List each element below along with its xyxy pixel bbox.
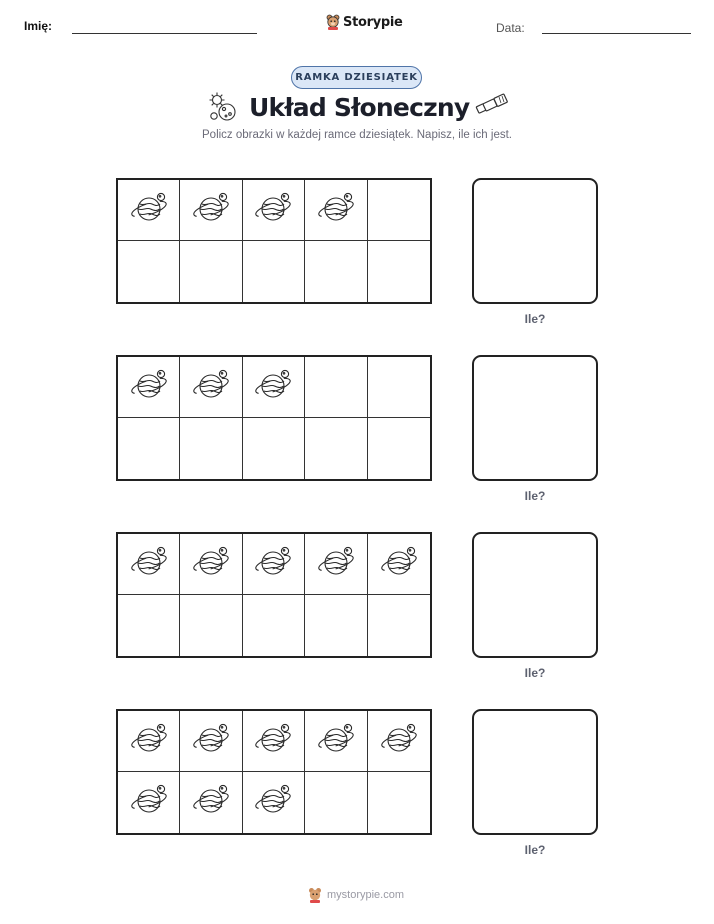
planet-icon	[191, 721, 231, 762]
ten-frame-cell	[180, 772, 242, 833]
ten-frame-cell	[180, 534, 242, 595]
ten-frame-cell	[118, 711, 180, 772]
ten-frame-cell	[368, 357, 430, 418]
planet-icon	[129, 190, 169, 231]
ten-frame-cell	[243, 534, 305, 595]
ten-frame-cell	[305, 418, 367, 479]
planet-icon	[379, 721, 419, 762]
ten-frame-cell	[118, 534, 180, 595]
ten-frame-cell	[368, 534, 430, 595]
answer-label-1: Ile?	[524, 312, 546, 326]
ten-frame-cell	[243, 711, 305, 772]
ten-frame-cell	[305, 180, 367, 241]
ten-frame-cell	[180, 180, 242, 241]
answer-box-3[interactable]	[472, 532, 598, 658]
planet-icon	[253, 190, 293, 231]
planet-icon	[191, 782, 231, 823]
brand-logo	[326, 12, 403, 32]
ten-frame-cell	[368, 418, 430, 479]
ten-frame-cell	[368, 595, 430, 656]
ten-frame-3	[116, 532, 432, 658]
answer-label-3: Ile?	[524, 666, 546, 680]
ten-frame-cell	[118, 180, 180, 241]
name-field[interactable]	[72, 33, 257, 34]
ten-frame-cell	[368, 180, 430, 241]
ten-frame-cell	[305, 241, 367, 302]
sun-planet-doodle-icon	[205, 91, 241, 123]
planet-icon	[253, 782, 293, 823]
ten-frame-cell	[305, 357, 367, 418]
ten-frame-cell	[305, 534, 367, 595]
answer-box-4[interactable]	[472, 709, 598, 835]
planet-icon	[379, 544, 419, 585]
ten-frame-cell	[368, 772, 430, 833]
planet-icon	[191, 367, 231, 408]
planet-icon	[129, 721, 169, 762]
ten-frame-cell	[180, 357, 242, 418]
footer-url: mystorypie.com	[327, 889, 405, 901]
planet-icon	[129, 367, 169, 408]
ten-frame-4	[116, 709, 432, 835]
ten-frame-cell	[243, 772, 305, 833]
ten-frame-cell	[118, 357, 180, 418]
ten-frame-cell	[305, 595, 367, 656]
answer-box-1[interactable]	[472, 178, 598, 304]
planet-icon	[129, 544, 169, 585]
ten-frame-cell	[180, 418, 242, 479]
ten-frame-cell	[243, 180, 305, 241]
planet-icon	[191, 544, 231, 585]
brand-name: Storypie	[343, 14, 403, 30]
ten-frame-cell	[118, 772, 180, 833]
name-label: Imię:	[24, 19, 53, 33]
ten-frame-cell	[243, 418, 305, 479]
answer-box-2[interactable]	[472, 355, 598, 481]
ten-frame-cell	[243, 595, 305, 656]
telescope-icon	[474, 93, 510, 119]
ten-frame-1	[116, 178, 432, 304]
instructions: Policz obrazki w każdej ramce dziesiątek. Napisz, ile ich jest.	[202, 129, 512, 141]
answer-label-2: Ile?	[524, 489, 546, 503]
ten-frame-cell	[180, 595, 242, 656]
planet-icon	[253, 721, 293, 762]
planet-icon	[253, 544, 293, 585]
planet-icon	[129, 782, 169, 823]
ten-frame-cell	[118, 418, 180, 479]
planet-icon	[316, 544, 356, 585]
ten-frame-cell	[180, 711, 242, 772]
footer-bear-icon	[308, 887, 322, 903]
ten-frame-cell	[368, 711, 430, 772]
planet-icon	[316, 721, 356, 762]
worksheet-type-badge: RAMKA DZIESIĄTEK	[291, 66, 422, 89]
ten-frame-cell	[368, 241, 430, 302]
bear-mascot-icon	[326, 14, 340, 30]
planet-icon	[253, 367, 293, 408]
page-title: Układ Słoneczny	[249, 93, 470, 122]
ten-frame-cell	[243, 241, 305, 302]
ten-frame-2	[116, 355, 432, 481]
date-field[interactable]	[542, 33, 691, 34]
ten-frame-cell	[118, 241, 180, 302]
footer	[308, 884, 404, 906]
ten-frame-cell	[180, 241, 242, 302]
planet-icon	[191, 190, 231, 231]
date-label: Data:	[496, 21, 525, 35]
ten-frame-cell	[243, 357, 305, 418]
answer-label-4: Ile?	[524, 843, 546, 857]
ten-frame-cell	[118, 595, 180, 656]
ten-frame-cell	[305, 711, 367, 772]
ten-frame-cell	[305, 772, 367, 833]
planet-icon	[316, 190, 356, 231]
